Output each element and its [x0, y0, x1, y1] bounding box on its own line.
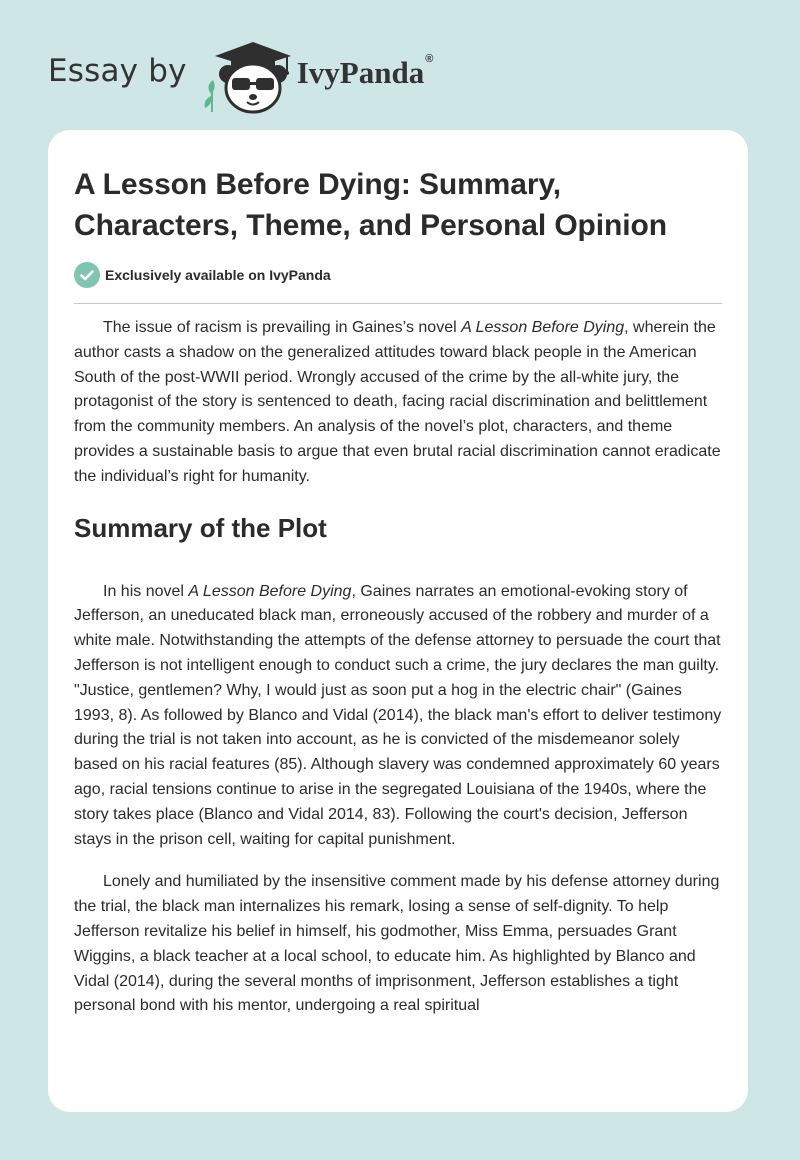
brand-name: IvyPanda® [296, 53, 434, 90]
plot-paragraph-1: In his novel A Lesson Before Dying, Gaines narrates an emotional-evoking story of Jefferson, an uneducated black man, erroneously accused of the robbery and murder of a white male. Notwithstanding the attempts of the defense attorney to persuade the court that Jefferson is not intelligent enough to conduct such a crime, the jury declares the man guilty. "Justice, gentlemen? Why, I would just as soon put a hog in the electric chair" (Gaines 1993, 8). As followed by Blanco and Vidal (2014), the black man's effort to deliver testimony during the trial is not taken into account, as he is convicted of the misdemeanor solely based on his racial features (85). Although slavery was condemned approximately 60 years ago, racial tensions continue to arise in the segregated Louisiana of the 1940s, where the story takes place (Blanco and Vidal 2014, 83). Following the court's decision, Jefferson stays in the prison cell, waiting for capital punishment. [74, 582, 722, 848]
plot-paragraph-2: Lonely and humiliated by the insensitive comment made by his defense attorney during the trial, the black man internalizes his remark, losing a sense of self-dignity. To help Jefferson revitalize his belief in himself, his godmother, Miss Emma, persuades Grant Wiggins, a black teacher at a local school, to educate him. As highlighted by Blanco and Vidal (2014), during the several months of imprisonment, Jefferson establishes a tight personal bond with his mentor, undergoing a real spiritual [74, 873, 720, 1015]
article-title: A Lesson Before Dying: Summary, Characters, Theme, and Personal Opinion [74, 168, 667, 242]
registered-mark: ® [425, 53, 434, 65]
book-title-italic: A Lesson Before Dying [461, 319, 625, 336]
brand-prefix: Essay by [48, 53, 187, 89]
panda-graduate-logo [201, 34, 297, 114]
book-title-italic: A Lesson Before Dying [188, 582, 352, 600]
article-card [48, 130, 748, 1112]
exclusive-badge-text: Exclusively available on IvyPanda [105, 267, 331, 283]
exclusive-badge [74, 262, 722, 288]
check-circle-icon [74, 262, 100, 288]
intro-paragraph: The issue of racism is prevailing in Gaines’s novel A Lesson Before Dying, wherein the author casts a shadow on the generalized attitudes toward black people in the American South of the post-WWII period. Wrongly accused of the crime by the all-white jury, the protagonist of the story is sentenced to death, facing racial discrimination and belittlement from the community members. An analysis of the novel’s plot, characters, and theme provides a sustainable basis to argue that even brutal racial discrimination cannot eradicate the individual’s right for humanity. [74, 319, 721, 485]
section-heading-summary: Summary of the Plot [74, 512, 327, 543]
title-divider [74, 303, 722, 304]
site-header-brand[interactable] [48, 34, 433, 114]
article-body [74, 316, 722, 1019]
